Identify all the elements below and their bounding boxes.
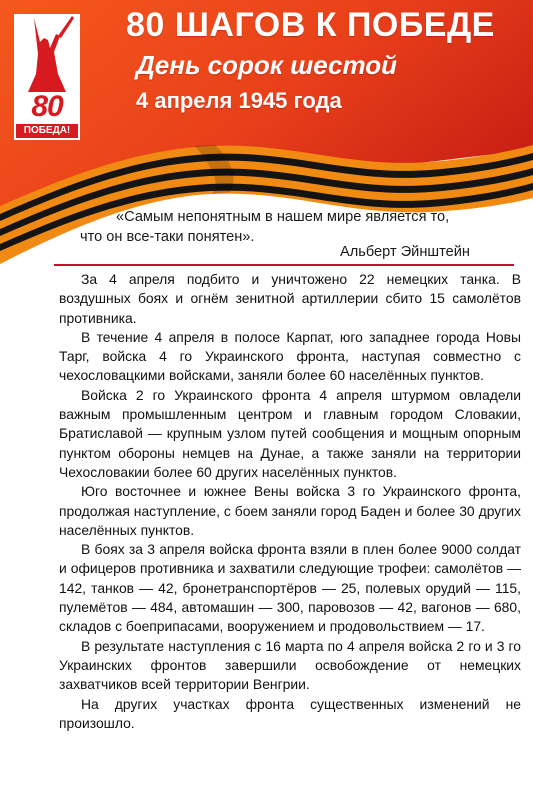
paragraph: В результате наступления с 16 марта по 4 апреля войска 2 го и 3 го Украинских фронтов завершили освобождение от немецких захватчиков всей территории Венгрии. xyxy=(59,637,521,693)
paragraph: На других участках фронта существенных изменений не произошло. xyxy=(59,695,521,731)
quote-author: Альберт Эйнштейн xyxy=(340,244,470,260)
logo-word: ПОБЕДА! xyxy=(16,124,78,138)
paragraph: В течение 4 апреля в полосе Карпат, юго западнее города Новы Тарг, войска 4 го Украинского фронта, наступая совместно с чехословацкими войсками, заняли более 60 населённых пунктов. xyxy=(59,328,521,384)
page-date: 4 апреля 1945 года xyxy=(136,88,342,113)
page-title: 80 ШАГОВ К ПОБЕДЕ xyxy=(126,6,495,44)
divider xyxy=(54,264,514,266)
quote-line: «Самым непонятным в нашем мире является то, xyxy=(116,209,450,225)
paragraph: Войска 2 го Украинского фронта 4 апреля штурмом овладели важным промышленным центром и главным городом Словакии, Братиславой — крупным узлом путей сообщения и мощным опорным пунктом обороны немцев на Дунае, а также заняли на территории Чехословакии более 60 других населённых пунктов. xyxy=(59,386,521,480)
paragraph: В боях за 3 апреля войска фронта взяли в плен более 9000 солдат и офицеров противника и захватили следующие трофеи: самолётов — 142, танков — 42, бронетранспортёров — 25, полевых орудий — 115, пулемётов — 484, автомашин — 300, паровозов — 42, вагонов — 680, складов с боеприпасами, вооружением и продовольствием — 17. xyxy=(59,541,521,635)
quote-line: что он все-таки понятен». xyxy=(80,229,255,245)
epigraph-quote xyxy=(80,207,520,247)
page-subtitle: День сорок шестой xyxy=(136,50,398,80)
motherland-statue-icon xyxy=(14,14,80,94)
logo-number: 80 xyxy=(31,90,63,123)
paragraph: За 4 апреля подбито и уничтожено 22 немецких танка. В воздушных боях и огнём зенитной артиллерии сбито 15 самолётов противника. xyxy=(59,271,521,326)
paragraph: Юго восточнее и южнее Вены войска 3 го Украинского фронта, продолжая наступление, с боем заняли город Баден и более 30 других населённых пунктов. xyxy=(59,483,521,538)
victory-80-logo xyxy=(14,14,80,140)
article-body xyxy=(59,270,521,733)
